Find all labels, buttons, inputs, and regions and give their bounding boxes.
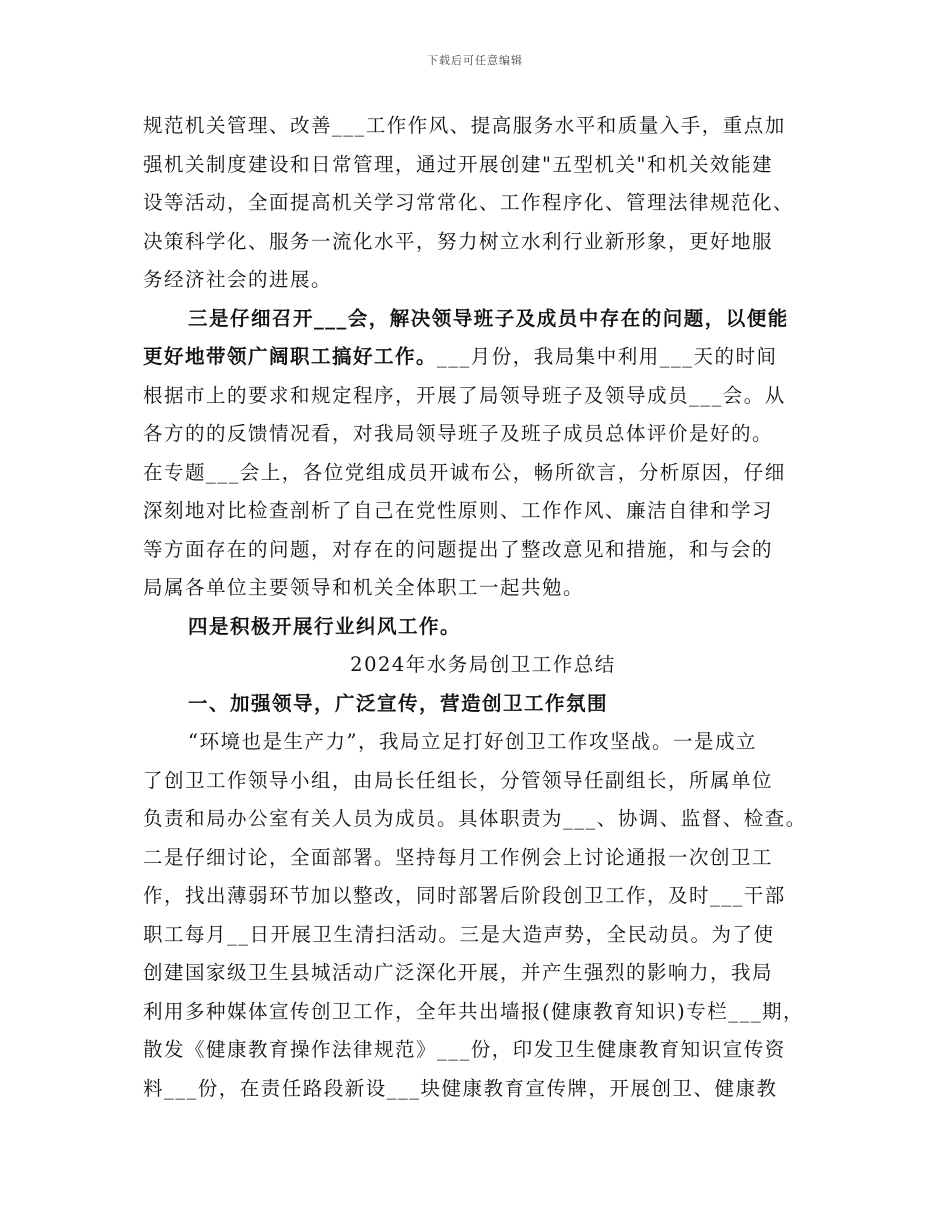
text-line: 在专题___会上，各位党组成员开诚布公，畅所欲言，分析原因，仔细 xyxy=(143,460,786,484)
text-line: 创建国家级卫生县城活动广泛深化开展，并产生强烈的影响力，我局 xyxy=(143,961,774,984)
text-line: 强机关制度建设和日常管理，通过开展创建"五型机关"和机关效能建 xyxy=(143,152,773,176)
text-line: “环境也是生产力”，我局立足打好创卫工作攻坚战。一是成立 xyxy=(188,730,757,753)
text-line: 职工每月__日开展卫生清扫活动。三是大造声势，全民动员。为了使 xyxy=(143,922,775,946)
text-line: 局属各单位主要领导和机关全体职工一起共勉。 xyxy=(143,576,585,599)
text-line: 等方面存在的问题，对存在的问题提出了整改意见和措施，和与会的 xyxy=(143,537,774,561)
paragraph-3 xyxy=(143,608,823,647)
text-line: 决策科学化、服务一流化水平，努力树立水利行业新形象，更好地服 xyxy=(143,229,774,253)
text-line: 各方的的反馈情况看，对我局领导班子及班子成员总体评价是好的。 xyxy=(143,422,774,445)
page-header-watermark: 下载后可任意编辑 xyxy=(427,54,523,67)
text-line: 负责和局办公室有关人员为成员。具体职责为___、协调、监督、检查。 xyxy=(143,807,807,830)
document-body xyxy=(143,107,823,1108)
bold-lead-text: 更好地带领广阔职工搞好工作。 xyxy=(143,345,438,368)
text-line: 深刻地对比检查剖析了自己在党性原则、工作作风、廉洁自律和学习 xyxy=(143,499,774,522)
text-line: 设等活动，全面提高机关学习常常化、工作程序化、管理法律规范化、 xyxy=(143,191,795,214)
section-body xyxy=(143,723,823,1108)
mixed-line xyxy=(143,338,823,377)
document-title: 2024年水务局创卫工作总结 xyxy=(350,653,616,676)
text-line: 了创卫工作领导小组，由局长任组长，分管领导任副组长，所属单位 xyxy=(143,768,774,792)
lead-rest-text: ___月份，我局集中利用___天的时间 xyxy=(437,345,778,368)
section-heading: 一、加强领导，广泛宣传，营造创卫工作氛围 xyxy=(188,691,609,715)
text-line: 务经济社会的进展。 xyxy=(143,268,333,291)
paragraph-1 xyxy=(143,107,823,300)
paragraph-2 xyxy=(143,300,823,608)
text-line: 利用多种媒体宣传创卫工作，全年共出墙报(健康教育知识)专栏___期， xyxy=(143,999,804,1023)
text-line: 散发《健康教育操作法律规范》___份，印发卫生健康教育知识宣传资 xyxy=(143,1038,786,1061)
text-line: 作，找出薄弱环节加以整改，同时部署后阶段创卫工作，及时___干部 xyxy=(143,884,786,907)
text-line: 根据市上的要求和规定程序，开展了局领导班子及领导成员___会。从 xyxy=(143,383,786,407)
text-line: 规范机关管理、改善___工作作风、提高服务水平和质量入手，重点加 xyxy=(143,114,786,137)
bold-point-line: 四是积极开展行业纠风工作。 xyxy=(188,614,462,638)
text-line: 料___份，在责任路段新设___块健康教育宣传牌，开展创卫、健康教 xyxy=(143,1076,778,1100)
text-line: 二是仔细讨论，全面部署。坚持每月工作例会上讨论通报一次创卫工 xyxy=(143,845,774,869)
bold-lead-line: 三是仔细召开___会，解决领导班子及成员中存在的问题，以便能 xyxy=(188,306,789,330)
